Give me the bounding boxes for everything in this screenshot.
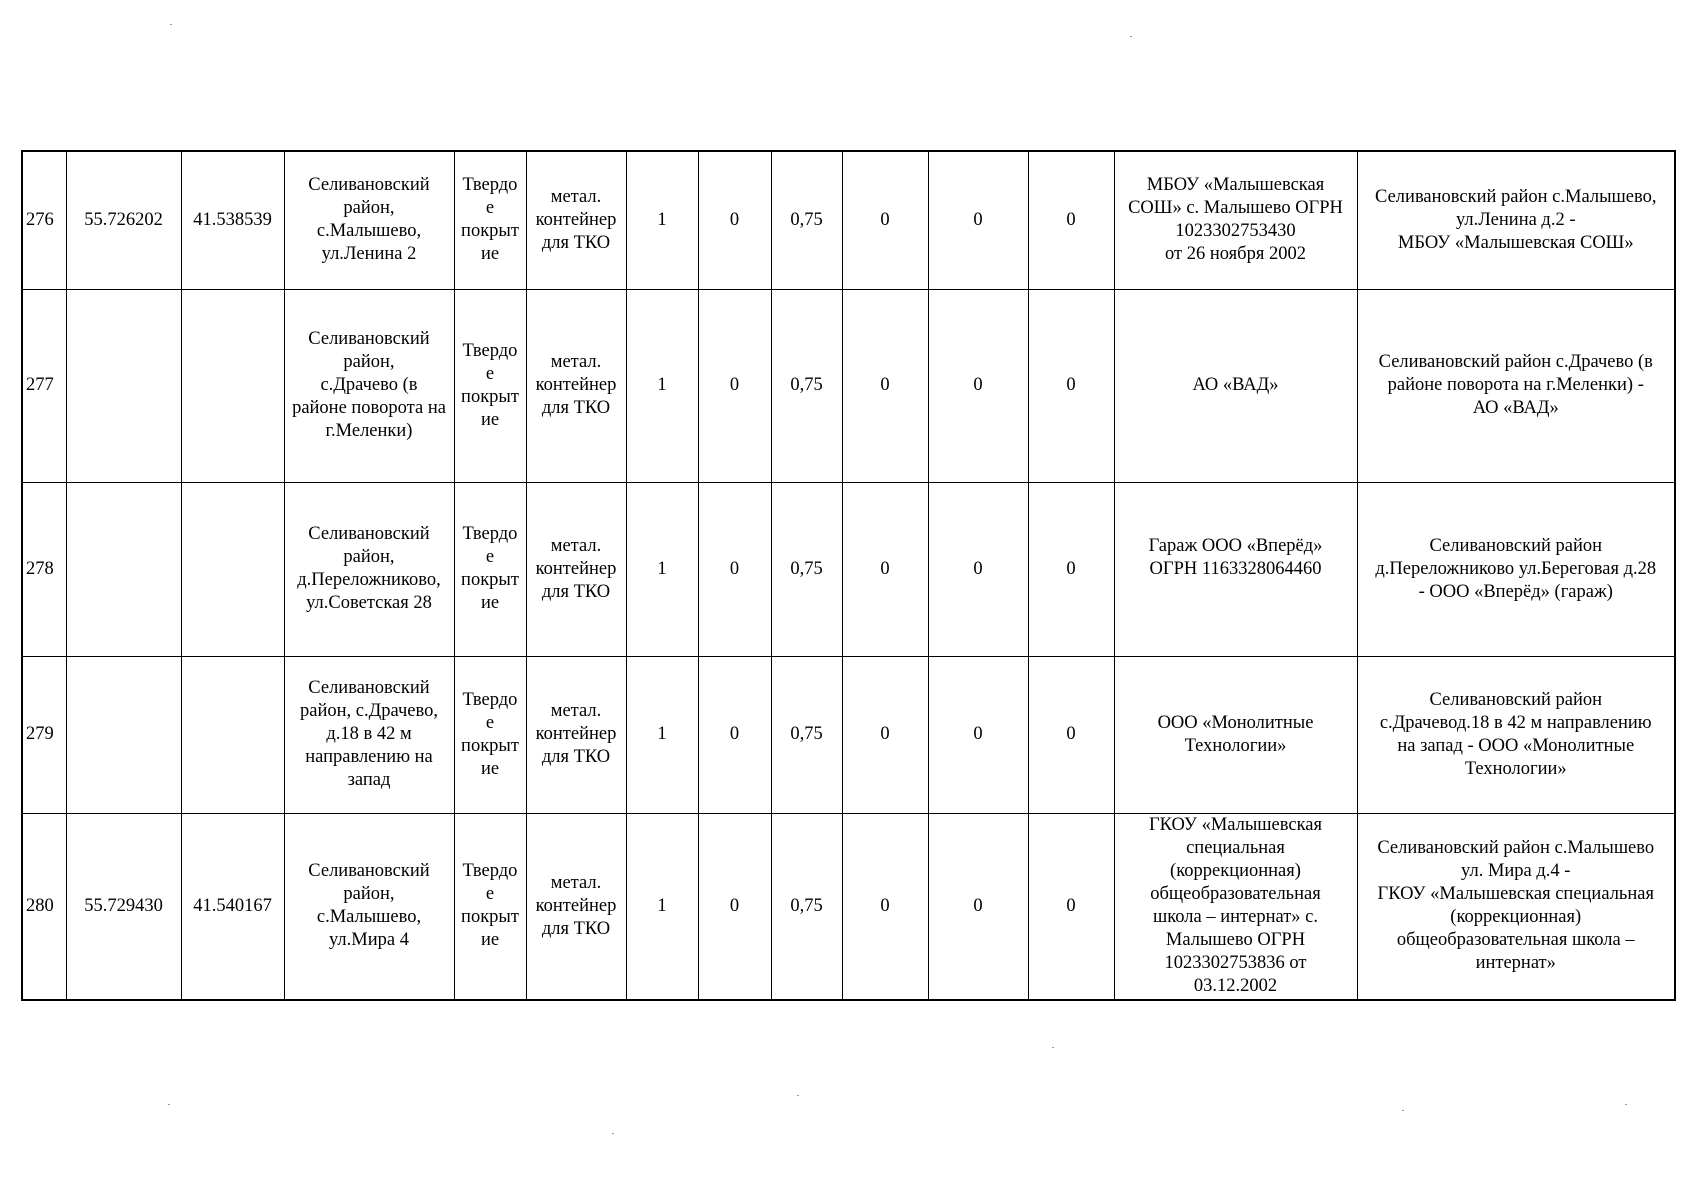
owner-cell: АО «ВАД» xyxy=(1114,289,1357,482)
value-cell: 0 xyxy=(698,482,771,656)
container-count-cell: 1 xyxy=(626,482,698,656)
waste-source-cell: Селивановский район с.Драчево (в районе поворота на г.Меленки) - АО «ВАД» xyxy=(1357,289,1675,482)
scan-speck xyxy=(1402,1110,1404,1111)
address-cell: Селивановский район, с.Малышево, ул.Мира 4 xyxy=(284,813,454,1000)
value-cell: 0 xyxy=(698,289,771,482)
owner-cell: ГКОУ «Малышевская специальная (коррекционная) общеобразовательная школа – интернат» с. Малышево ОГРН 1023302753836 от 03.12.2002 xyxy=(1114,813,1357,1000)
value-cell: 0 xyxy=(1028,289,1114,482)
row-number: 276 xyxy=(22,151,66,289)
waste-source-cell: Селивановский район с.Малышево ул. Мира д.4 - ГКОУ «Малышевская специальная (коррекционная) общеобразовательная школа – интернат» xyxy=(1357,813,1675,1000)
container-type-cell: метал. контейнер для ТКО xyxy=(526,656,626,813)
value-cell: 0 xyxy=(928,656,1028,813)
value-cell: 0 xyxy=(1028,482,1114,656)
value-cell: 0 xyxy=(928,482,1028,656)
latitude-cell xyxy=(66,656,181,813)
table-row xyxy=(22,151,1675,289)
scan-speck xyxy=(612,1133,614,1134)
value-cell: 0 xyxy=(698,151,771,289)
volume-cell: 0,75 xyxy=(771,813,842,1000)
owner-cell: МБОУ «Малышевская СОШ» с. Малышево ОГРН 1023302753430 от 26 ноября 2002 xyxy=(1114,151,1357,289)
table-row xyxy=(22,482,1675,656)
value-cell: 0 xyxy=(928,289,1028,482)
container-type-cell: метал. контейнер для ТКО xyxy=(526,813,626,1000)
latitude-cell: 55.729430 xyxy=(66,813,181,1000)
surface-cell: Твердо е покрыт ие xyxy=(454,482,526,656)
surface-cell: Твердо е покрыт ие xyxy=(454,151,526,289)
container-type-cell: метал. контейнер для ТКО xyxy=(526,289,626,482)
scan-speck xyxy=(168,1104,170,1105)
volume-cell: 0,75 xyxy=(771,482,842,656)
value-cell: 0 xyxy=(842,482,928,656)
container-count-cell: 1 xyxy=(626,289,698,482)
table-row xyxy=(22,289,1675,482)
value-cell: 0 xyxy=(1028,656,1114,813)
container-count-cell: 1 xyxy=(626,656,698,813)
scan-speck xyxy=(797,1095,799,1096)
latitude-cell xyxy=(66,482,181,656)
scan-speck xyxy=(1130,36,1132,37)
volume-cell: 0,75 xyxy=(771,656,842,813)
address-cell: Селивановский район, с.Малышево, ул.Ленина 2 xyxy=(284,151,454,289)
scan-speck xyxy=(170,24,172,25)
container-type-cell: метал. контейнер для ТКО xyxy=(526,482,626,656)
value-cell: 0 xyxy=(698,813,771,1000)
value-cell: 0 xyxy=(698,656,771,813)
surface-cell: Твердо е покрыт ие xyxy=(454,813,526,1000)
value-cell: 0 xyxy=(1028,151,1114,289)
scan-speck xyxy=(1052,1047,1054,1048)
waste-source-cell: Селивановский район д.Переложниково ул.Береговая д.28 - ООО «Вперёд» (гараж) xyxy=(1357,482,1675,656)
value-cell: 0 xyxy=(928,813,1028,1000)
surface-cell: Твердо е покрыт ие xyxy=(454,289,526,482)
longitude-cell: 41.540167 xyxy=(181,813,284,1000)
address-cell: Селивановский район, с.Драчево, д.18 в 42 м направлению на запад xyxy=(284,656,454,813)
owner-cell: ООО «Монолитные Технологии» xyxy=(1114,656,1357,813)
longitude-cell xyxy=(181,482,284,656)
table-row xyxy=(22,656,1675,813)
value-cell: 0 xyxy=(842,289,928,482)
address-cell: Селивановский район, с.Драчево (в районе поворота на г.Меленки) xyxy=(284,289,454,482)
row-number: 280 xyxy=(22,813,66,1000)
owner-cell: Гараж ООО «Вперёд» ОГРН 1163328064460 xyxy=(1114,482,1357,656)
row-number: 278 xyxy=(22,482,66,656)
longitude-cell xyxy=(181,289,284,482)
row-number: 279 xyxy=(22,656,66,813)
value-cell: 0 xyxy=(842,151,928,289)
container-count-cell: 1 xyxy=(626,151,698,289)
waste-sites-table xyxy=(21,150,1676,1001)
table-row xyxy=(22,813,1675,1000)
row-number: 277 xyxy=(22,289,66,482)
container-type-cell: метал. контейнер для ТКО xyxy=(526,151,626,289)
scan-speck xyxy=(1625,1104,1627,1105)
longitude-cell xyxy=(181,656,284,813)
volume-cell: 0,75 xyxy=(771,289,842,482)
surface-cell: Твердо е покрыт ие xyxy=(454,656,526,813)
container-count-cell: 1 xyxy=(626,813,698,1000)
latitude-cell: 55.726202 xyxy=(66,151,181,289)
value-cell: 0 xyxy=(842,656,928,813)
value-cell: 0 xyxy=(1028,813,1114,1000)
value-cell: 0 xyxy=(928,151,1028,289)
volume-cell: 0,75 xyxy=(771,151,842,289)
waste-source-cell: Селивановский район с.Малышево, ул.Ленина д.2 - МБОУ «Малышевская СОШ» xyxy=(1357,151,1675,289)
value-cell: 0 xyxy=(842,813,928,1000)
address-cell: Селивановский район, д.Переложниково, ул.Советская 28 xyxy=(284,482,454,656)
longitude-cell: 41.538539 xyxy=(181,151,284,289)
latitude-cell xyxy=(66,289,181,482)
waste-source-cell: Селивановский район с.Драчевод.18 в 42 м направлению на запад - ООО «Монолитные Технологии» xyxy=(1357,656,1675,813)
